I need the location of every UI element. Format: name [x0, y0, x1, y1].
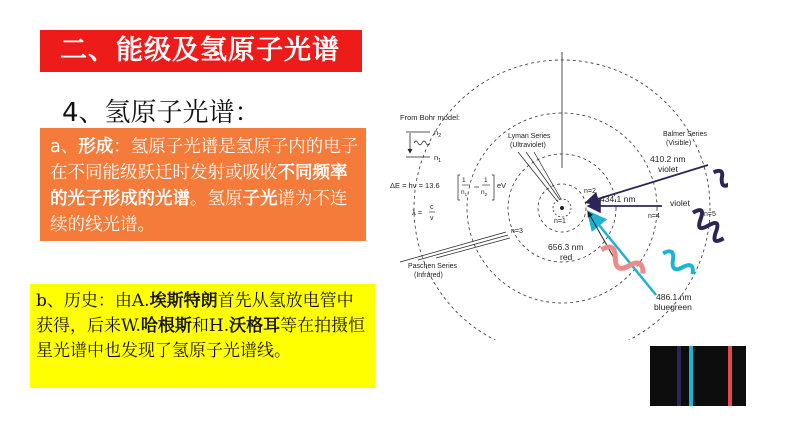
formation-bold-1: 不同频率的光子形成的光谱 — [50, 163, 348, 209]
bohr-model-diagram — [378, 40, 728, 340]
transition-486 — [590, 214, 656, 295]
history-name-3: 沃格耳 — [229, 316, 281, 336]
wavelength-formula: λ = — [412, 208, 423, 217]
spectral-line-violet — [677, 346, 681, 406]
svg-text:1: 1 — [484, 177, 488, 184]
paschen-series-label: Paschen Series — [408, 263, 458, 270]
svg-text:c: c — [430, 204, 434, 211]
history-name-1: 埃斯特朗 — [149, 291, 218, 311]
formation-prefix: a、 — [50, 137, 79, 157]
history-text-3: 和H. — [191, 316, 230, 336]
level-n1: n=1 — [554, 218, 566, 225]
energy-formula: ΔE = hν = 13.6 — [390, 181, 440, 190]
emission-spectrum-image — [650, 346, 746, 406]
spectral-line-red — [728, 346, 732, 406]
formation-bold-2: 子光 — [242, 189, 278, 209]
balmer-series-sub: (Visible) — [666, 140, 692, 147]
level-n2: n=2 — [584, 188, 596, 195]
wavelength-486: 486.1 nm — [656, 292, 692, 302]
svg-text:n2: $n_2$ — [481, 189, 488, 197]
formation-text-3: 谱为不连续的线光谱。 — [50, 189, 348, 235]
red-label: red — [560, 252, 573, 262]
svg-text:1: 1 — [462, 177, 466, 184]
svg-text:n1: $n_1$ — [461, 189, 468, 197]
violet-label-2: violet — [670, 198, 690, 208]
level-n4: n=4 — [648, 213, 660, 220]
formation-sep: ： — [113, 137, 131, 157]
svg-text:eV: eV — [497, 181, 507, 190]
slide-title: 二、能级及氢原子光谱 — [40, 30, 362, 72]
photon-486-icon — [660, 249, 696, 279]
history-text-1: b、历史：由A. — [36, 291, 150, 311]
n2-label: $n_2$ — [434, 128, 442, 139]
svg-text:ν: ν — [430, 215, 434, 222]
wavelength-410: 410.2 nm — [650, 154, 686, 164]
wavelength-434: 434.1 nm — [600, 194, 636, 204]
history-name-2: 哈根斯 — [140, 316, 192, 336]
formation-text-1: 氢原子光谱是氢原子内的电子在不同能级跃迁时发射或吸收 — [50, 137, 359, 183]
lyman-series-sub: (Ultraviolet) — [510, 142, 546, 149]
transition-656 — [588, 212, 614, 258]
history-text-2: 首先从氢放电管中获得，后来W. — [36, 291, 354, 336]
history-box — [30, 284, 375, 388]
level-n3: n=3 — [511, 228, 523, 235]
bluegreen-label: bluegreen — [654, 302, 692, 312]
violet-label-1: violet — [658, 164, 678, 174]
wavelength-656: 656.3 nm — [548, 242, 584, 252]
bohr-label: From Bohr model: — [400, 113, 461, 122]
spectral-line-cyan — [689, 346, 693, 406]
balmer-series-label: Balmer Series — [663, 131, 707, 138]
level-n5: n=5 — [704, 211, 716, 218]
formation-box — [40, 128, 366, 241]
lyman-series-label: Lyman Series — [508, 133, 551, 140]
history-text-4: 等在拍摄恒星光谱中也发现了氢原子光谱线。 — [36, 316, 366, 361]
formation-text-2: 。氢原 — [190, 189, 243, 209]
section-heading: 4、氢原子光谱： — [62, 98, 261, 128]
nucleus — [560, 206, 564, 210]
paschen-series-sub: (Infrared) — [414, 272, 443, 279]
photon-410-icon — [711, 168, 728, 199]
formation-term: 形成 — [78, 137, 114, 157]
n1-label: $n_1$ — [434, 153, 442, 164]
